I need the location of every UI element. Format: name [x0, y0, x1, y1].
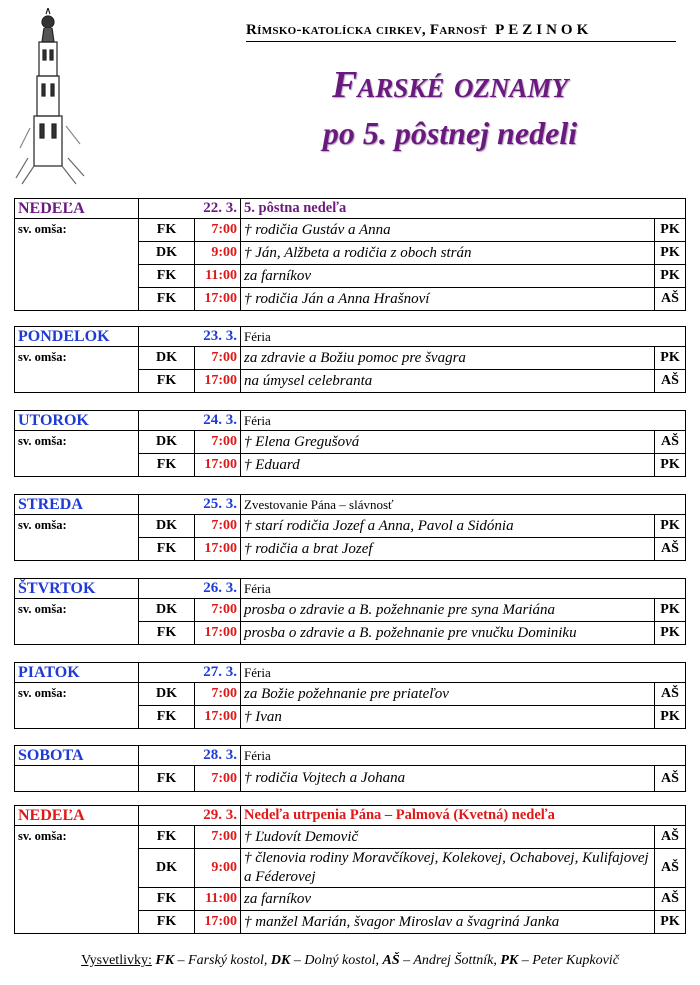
mass-intention: na úmysel celebranta — [241, 370, 655, 393]
mass-row — [15, 599, 686, 622]
day-feast: Nedeľa utrpenia Pána – Palmová (Kvetná) nedeľa — [241, 806, 686, 826]
parish-header — [246, 22, 676, 42]
mass-place: DK — [139, 242, 195, 265]
mass-place: FK — [139, 766, 195, 792]
legend-label: Vysvetlivky: — [81, 953, 152, 968]
day-table — [14, 410, 686, 477]
day-table — [14, 494, 686, 561]
mass-place: DK — [139, 683, 195, 706]
day-name: PONDELOK — [15, 327, 139, 347]
mass-place: DK — [139, 599, 195, 622]
mass-place: FK — [139, 826, 195, 849]
legend — [0, 953, 700, 969]
mass-time: 7:00 — [195, 826, 241, 849]
day-name: UTOROK — [15, 411, 139, 431]
mass-celebrant: AŠ — [655, 683, 686, 706]
mass-celebrant: AŠ — [655, 431, 686, 454]
mass-celebrant: PK — [655, 706, 686, 729]
day-feast: Féria — [241, 411, 686, 431]
mass-place: FK — [139, 288, 195, 311]
page-title: Farské oznamy — [332, 64, 568, 106]
mass-place: FK — [139, 706, 195, 729]
mass-intention: † rodičia Vojtech a Johana — [241, 766, 655, 792]
mass-celebrant: PK — [655, 242, 686, 265]
parish-line: Rímsko-katolícka cirkev, Farnosť — [246, 22, 488, 38]
mass-time: 7:00 — [195, 431, 241, 454]
legend-as-abbr: AŠ — [382, 953, 400, 968]
mass-celebrant: PK — [655, 911, 686, 934]
mass-label: sv. omša: — [15, 515, 139, 561]
mass-row — [15, 826, 686, 849]
mass-row — [15, 766, 686, 792]
day-date: 26. 3. — [139, 579, 241, 599]
legend-fk-text: – Farský kostol, — [177, 953, 268, 968]
mass-time: 17:00 — [195, 706, 241, 729]
mass-label: sv. omša: — [15, 219, 139, 311]
mass-place: FK — [139, 370, 195, 393]
mass-place: DK — [139, 347, 195, 370]
mass-row — [15, 347, 686, 370]
mass-time: 7:00 — [195, 683, 241, 706]
mass-intention: † Elena Gregušová — [241, 431, 655, 454]
mass-time: 7:00 — [195, 219, 241, 242]
page-subtitle: po 5. pôstnej nedeli — [322, 115, 578, 151]
mass-label: sv. omša: — [15, 683, 139, 729]
mass-row — [15, 219, 686, 242]
mass-place: DK — [139, 515, 195, 538]
day-date: 28. 3. — [139, 746, 241, 766]
mass-place: DK — [139, 431, 195, 454]
mass-intention: † rodičia Gustáv a Anna — [241, 219, 655, 242]
day-table — [14, 198, 686, 311]
mass-celebrant: AŠ — [655, 766, 686, 792]
day-date: 29. 3. — [139, 806, 241, 826]
legend-dk-text: – Dolný kostol, — [293, 953, 379, 968]
mass-intention: prosba o zdravie a B. požehnanie pre vnučku Dominiku — [241, 622, 655, 645]
mass-time: 9:00 — [195, 242, 241, 265]
day-date: 23. 3. — [139, 327, 241, 347]
mass-place: FK — [139, 265, 195, 288]
church-tower-logo — [14, 8, 86, 190]
mass-time: 7:00 — [195, 599, 241, 622]
mass-intention: † rodičia a brat Jozef — [241, 538, 655, 561]
day-name: PIATOK — [15, 663, 139, 683]
mass-place: FK — [139, 622, 195, 645]
day-feast: Féria — [241, 579, 686, 599]
mass-intention: † manžel Marián, švagor Miroslav a švagriná Janka — [241, 911, 655, 934]
day-feast: Féria — [241, 663, 686, 683]
mass-celebrant: AŠ — [655, 826, 686, 849]
mass-celebrant: PK — [655, 622, 686, 645]
mass-celebrant: PK — [655, 599, 686, 622]
mass-celebrant: AŠ — [655, 888, 686, 911]
mass-label: sv. omša: — [15, 826, 139, 934]
mass-intention: prosba o zdravie a B. požehnanie pre syna Mariána — [241, 599, 655, 622]
mass-place: FK — [139, 219, 195, 242]
mass-time: 11:00 — [195, 888, 241, 911]
mass-time: 17:00 — [195, 370, 241, 393]
day-name: NEDEĽA — [15, 806, 139, 826]
day-table — [14, 326, 686, 393]
mass-celebrant: PK — [655, 347, 686, 370]
mass-time: 17:00 — [195, 538, 241, 561]
legend-as-text: – Andrej Šottník, — [403, 953, 497, 968]
day-date: 24. 3. — [139, 411, 241, 431]
town-name: PEZINOK — [495, 22, 593, 38]
day-name: ŠTVRTOK — [15, 579, 139, 599]
day-feast: 5. pôstna nedeľa — [241, 199, 686, 219]
mass-celebrant: PK — [655, 219, 686, 242]
day-feast: Féria — [241, 327, 686, 347]
mass-place: FK — [139, 911, 195, 934]
mass-intention: † rodičia Ján a Anna Hrašnoví — [241, 288, 655, 311]
mass-celebrant: AŠ — [655, 370, 686, 393]
legend-pk-text: – Peter Kupkovič — [521, 953, 619, 968]
day-name: STREDA — [15, 495, 139, 515]
mass-row — [15, 515, 686, 538]
legend-pk-abbr: PK — [500, 953, 519, 968]
day-table — [14, 578, 686, 645]
day-date: 22. 3. — [139, 199, 241, 219]
mass-intention: † Eduard — [241, 454, 655, 477]
mass-intention: † Ján, Alžbeta a rodičia z oboch strán — [241, 242, 655, 265]
day-table — [14, 805, 686, 934]
mass-place: DK — [139, 849, 195, 888]
mass-label — [15, 766, 139, 792]
mass-label: sv. omša: — [15, 347, 139, 393]
mass-time: 17:00 — [195, 454, 241, 477]
mass-time: 17:00 — [195, 911, 241, 934]
day-table — [14, 662, 686, 729]
mass-celebrant: AŠ — [655, 288, 686, 311]
day-name: SOBOTA — [15, 746, 139, 766]
mass-time: 7:00 — [195, 766, 241, 792]
day-date: 27. 3. — [139, 663, 241, 683]
legend-dk-abbr: DK — [270, 953, 291, 968]
mass-intention: za zdravie a Božiu pomoc pre švagra — [241, 347, 655, 370]
mass-time: 17:00 — [195, 622, 241, 645]
mass-celebrant: PK — [655, 454, 686, 477]
mass-celebrant: AŠ — [655, 849, 686, 888]
mass-time: 7:00 — [195, 515, 241, 538]
mass-intention: † starí rodičia Jozef a Anna, Pavol a Sidónia — [241, 515, 655, 538]
mass-place: FK — [139, 538, 195, 561]
mass-place: FK — [139, 454, 195, 477]
mass-celebrant: PK — [655, 265, 686, 288]
mass-label: sv. omša: — [15, 599, 139, 645]
day-table — [14, 745, 686, 792]
mass-intention: za Božie požehnanie pre priateľov — [241, 683, 655, 706]
mass-intention: † Ľudovít Demovič — [241, 826, 655, 849]
mass-intention: † členovia rodiny Moravčíkovej, Kolekovej, Ochabovej, Kulifajovej a Féderovej — [241, 849, 655, 888]
mass-time: 7:00 — [195, 347, 241, 370]
mass-place: FK — [139, 888, 195, 911]
day-date: 25. 3. — [139, 495, 241, 515]
mass-intention: za farníkov — [241, 265, 655, 288]
mass-label: sv. omša: — [15, 431, 139, 477]
mass-row — [15, 431, 686, 454]
mass-celebrant: PK — [655, 515, 686, 538]
day-feast: Féria — [241, 746, 686, 766]
mass-celebrant: AŠ — [655, 538, 686, 561]
legend-fk-abbr: FK — [155, 953, 175, 968]
mass-time: 9:00 — [195, 849, 241, 888]
mass-time: 11:00 — [195, 265, 241, 288]
mass-intention: † Ivan — [241, 706, 655, 729]
day-name: NEDEĽA — [15, 199, 139, 219]
mass-time: 17:00 — [195, 288, 241, 311]
mass-row — [15, 683, 686, 706]
mass-intention: za farníkov — [241, 888, 655, 911]
day-feast: Zvestovanie Pána – slávnosť — [241, 495, 686, 515]
